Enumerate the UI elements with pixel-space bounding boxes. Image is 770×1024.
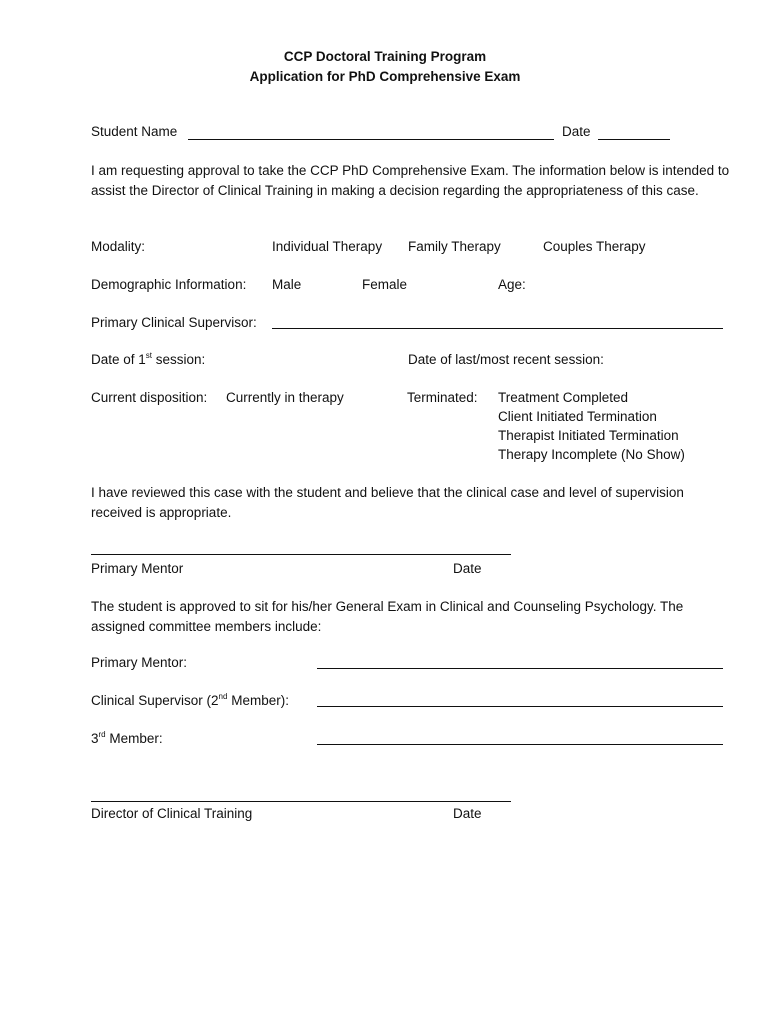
terminated-label: Terminated: [407, 390, 478, 405]
committee-primary-mentor-label: Primary Mentor: [91, 655, 188, 670]
mentor-signature-line[interactable] [91, 554, 511, 555]
clinical-supervisor-label: Primary Clinical Supervisor: [91, 315, 257, 330]
approval-text: The student is approved to sit for his/her General Exam in Clinical and Counseling Psychology. The assigned committee members include: [91, 599, 684, 634]
intro-text: I am requesting approval to take the CCP PhD Comprehensive Exam. The information below is intended to assist the Director of Clinical Training in making a decision regarding the appropriateness of this case. [91, 163, 730, 198]
form-subtitle: Application for PhD Comprehensive Exam [249, 69, 521, 84]
modality-label: Modality: [91, 239, 146, 254]
terminated-incomplete-option[interactable]: Therapy Incomplete (No Show) [498, 447, 685, 462]
age-label: Age: [498, 277, 526, 292]
mentor-date-label: Date [453, 561, 482, 576]
committee-primary-mentor-field[interactable] [317, 668, 723, 669]
director-signature-line[interactable] [91, 801, 511, 802]
modality-couples-option[interactable]: Couples Therapy [543, 239, 646, 254]
modality-family-option[interactable]: Family Therapy [408, 239, 501, 254]
student-name-field[interactable] [188, 139, 554, 140]
intro-paragraph [91, 161, 731, 200]
director-date-label: Date [453, 806, 482, 821]
committee-clinical-supervisor-field[interactable] [317, 706, 723, 707]
mentor-signature-label: Primary Mentor [91, 561, 184, 576]
committee-third-member-label: 3rd Member: [91, 729, 163, 746]
terminated-therapist-initiated-option[interactable]: Therapist Initiated Termination [498, 428, 679, 443]
demographic-label: Demographic Information: [91, 277, 247, 292]
committee-third-member-field[interactable] [317, 744, 723, 745]
review-paragraph [91, 483, 731, 522]
disposition-label: Current disposition: [91, 390, 208, 405]
student-date-label: Date [562, 124, 591, 139]
disposition-current-option[interactable]: Currently in therapy [226, 390, 344, 405]
student-name-label: Student Name [91, 124, 178, 139]
director-signature-label: Director of Clinical Training [91, 806, 253, 821]
clinical-supervisor-field[interactable] [272, 328, 723, 329]
terminated-client-initiated-option[interactable]: Client Initiated Termination [498, 409, 657, 424]
form-title: CCP Doctoral Training Program [283, 49, 487, 64]
terminated-treatment-completed-option[interactable]: Treatment Completed [498, 390, 629, 405]
approval-paragraph [91, 597, 731, 636]
modality-individual-option[interactable]: Individual Therapy [272, 239, 383, 254]
review-text: I have reviewed this case with the student and believe that the clinical case and level of supervision received is appropriate. [91, 485, 684, 520]
gender-male-option[interactable]: Male [272, 277, 302, 292]
student-date-field[interactable] [598, 139, 670, 140]
gender-female-option[interactable]: Female [362, 277, 408, 292]
first-session-label: Date of 1st session: [91, 350, 206, 367]
last-session-label: Date of last/most recent session: [408, 352, 604, 367]
committee-clinical-supervisor-label: Clinical Supervisor (2nd Member): [91, 691, 289, 708]
